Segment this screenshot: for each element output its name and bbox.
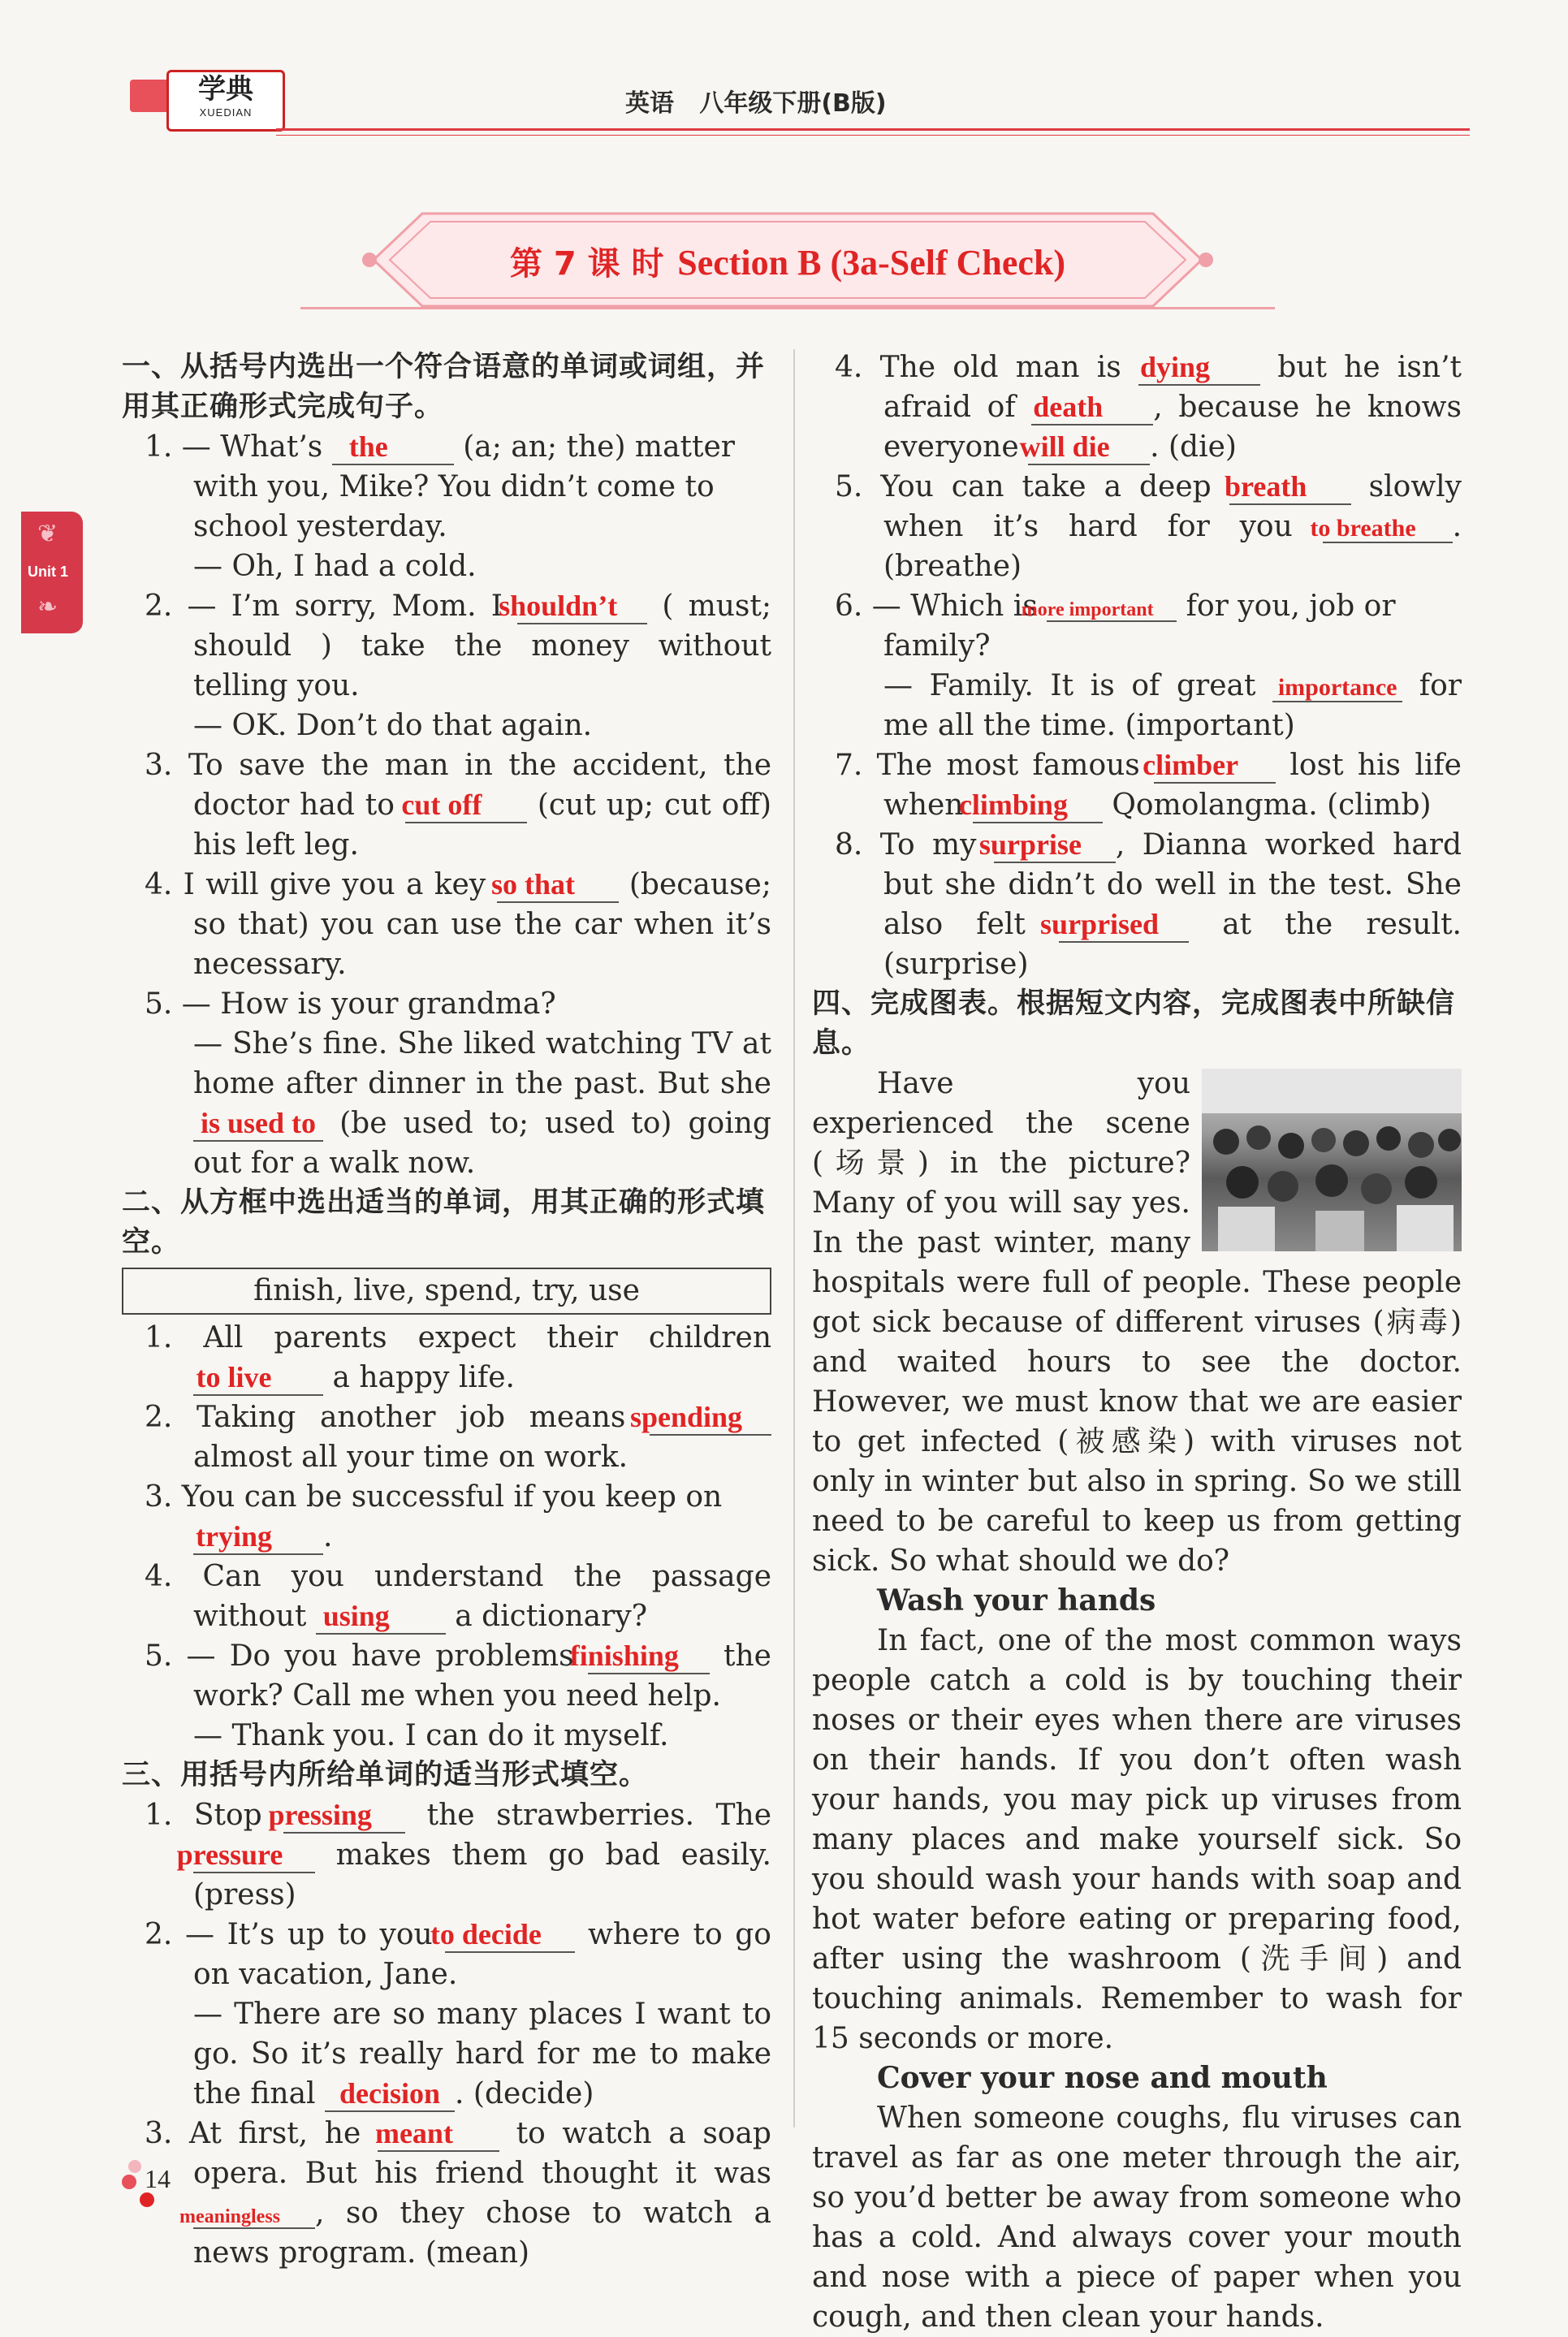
s1-q5-answer: is used to [193, 1108, 323, 1142]
s2-q1-answer: to live [193, 1362, 323, 1396]
s1-q4: 4. I will give you a key so that (because; so that) you can use the car when it’s necessary. [145, 868, 771, 981]
s1-q1-answer: the [332, 431, 454, 465]
s3-q2-answer-1: to decide [445, 1919, 575, 1953]
crowd-illustration [1202, 1069, 1462, 1251]
subject: 英语 [625, 89, 674, 118]
unit-label: Unit 1 [28, 564, 69, 580]
s1-q3-answer: cut off [405, 789, 527, 823]
s2-q3: 3. You can be successful if you keep on trying . [145, 1480, 723, 1553]
s3-q3-answer-1: meant [378, 2118, 499, 2152]
header-title [625, 83, 887, 119]
s2-q2: 2. Taking another job means spending almost all your time on work. [122, 1397, 771, 1477]
logo [166, 70, 285, 132]
s2-q1: 1. All parents expect their children to live a happy life. [145, 1321, 771, 1394]
s3-q5: 5. You can take a deep breath slowly when it’s hard for you to breathe . (breathe) [835, 470, 1462, 583]
s3-q6-reply: — Family. It is of great importance for me all the time. (important) [883, 669, 1462, 742]
unit-side-tab [21, 512, 83, 633]
header [122, 65, 1470, 146]
left-column [122, 348, 771, 2273]
s3-q4-answer-2: death [1031, 391, 1153, 425]
s2-q3-answer: trying [193, 1521, 323, 1555]
s1-q5: 5. — How is your grandma? [145, 987, 556, 1021]
logo-en: XUEDIAN [199, 106, 253, 119]
s3-q7-answer-1: climber [1154, 749, 1276, 784]
page-number: 14 [145, 2164, 171, 2193]
s2-q5-answer: finishing [588, 1640, 710, 1674]
section-3-heading: 三、用括号内所给单词的适当形式填空。 [122, 1759, 649, 1791]
s3-q6-answer-2: importance [1272, 674, 1402, 702]
s3-q6-answer-1: more important [1047, 599, 1177, 622]
s3-q2-answer-2: decision [325, 2078, 455, 2112]
s3-q4-answer-3: will die [1028, 431, 1150, 465]
s1-q2-answer: shouldn’t [517, 590, 647, 624]
s1-q2-reply: — OK. Don’t do that again. [193, 709, 593, 742]
header-rule-thin [276, 135, 1470, 136]
s1-q2: 2. — I’m sorry, Mom. I shouldn’t ( must; should ) take the money without telling you. [145, 590, 771, 702]
subheading-wash-hands: Wash your hands [877, 1583, 1156, 1618]
s2-q5-reply: — Thank you. I can do it myself. [193, 1719, 669, 1752]
s3-q4: 4. The old man is dying but he isn’t afraid of death , because he knows everyone will die . (die) [835, 351, 1462, 464]
s1-q5-reply: — She’s fine. She liked watching TV at home after dinner in the past. But she is used to (be used to; used to) going out for a walk now. [193, 1027, 771, 1180]
s3-q5-answer-1: breath [1229, 471, 1351, 505]
s3-q1: 1. Stop pressing the strawberries. The pressure makes them go bad easily. (press) [145, 1799, 772, 1912]
s1-q1: 1. — What’s the (a; an; the) matter with you, Mike? You didn’t come to school yesterday. [145, 430, 735, 543]
hospital-photo [1202, 1069, 1462, 1251]
s3-q5-answer-2: to breathe [1323, 515, 1453, 543]
subheading-cover-nose: Cover your nose and mouth [877, 2061, 1328, 2095]
s3-q7-answer-2: climbing [973, 789, 1103, 823]
s3-q4-answer-1: dying [1138, 352, 1260, 386]
s1-q3: 3. To save the man in the accident, the doctor had to cut off (cut up; cut off) his left leg. [145, 749, 772, 862]
passage-paragraph-1: Have you experienced the scene (场景) in the picture? Many of you will say yes. In the past winter, many hospitals were full of people. These people got sick because of different viruses (病毒) and waited hours to see the doctor. However, we must know that we are easier to get infected (被感染) with viruses not only in winter but also in spring. So we still need to be careful to keep us from getting sick. So what should we do? [812, 1067, 1462, 1578]
s2-q4: 4. Can you understand the passage without using a dictionary? [145, 1560, 771, 1633]
s3-q8: 8. To my surprise , Dianna worked hard but she didn’t do well in the test. She also felt surprised at the result. (surprise) [835, 828, 1462, 981]
column-divider [793, 349, 795, 2127]
section-2-heading: 二、从方框中选出适当的单词，用其正确的形式填空。 [122, 1186, 766, 1259]
s3-q2-reply: — There are so many places I want to go. So it’s really hard for me to make the final decision . (decide) [193, 1998, 771, 2110]
wing-icon: ❦ [37, 520, 58, 548]
section-4-heading: 四、完成图表。根据短文内容，完成图表中所缺信息。 [812, 987, 1456, 1060]
lesson-number: 第 7 课 时 [509, 245, 664, 283]
word-box: finish, live, spend, try, use [122, 1268, 771, 1315]
banner-underline [300, 307, 1275, 309]
s3-q8-answer-1: surprise [994, 829, 1116, 863]
right-column [812, 348, 1462, 2337]
s3-q3-answer-2: meaningless [193, 2206, 315, 2229]
passage-paragraph-2: In fact, one of the most common ways people catch a cold is by touching their noses or their eyes when there are viruses on their hands. If you don’t often wash your hands, you may pick up viruses from many places and make yourself sick. So you should wash your hands with soap and hot water before eating or preparing food, after using the washroom (洗手间) and touching animals. Remember to wash for 15 seconds or more. [812, 1624, 1462, 2055]
s2-q5: 5. — Do you have problems finishing the work? Call me when you need help. [145, 1639, 771, 1713]
s3-q7: 7. The most famous climber lost his life when climbing Qomolangma. (climb) [835, 749, 1462, 822]
header-rule [276, 128, 1470, 131]
s3-q3: 3. At first, he meant to watch a soap opera. But his friend thought it was meaningless , so they chose to watch a news program. (mean) [145, 2117, 771, 2270]
lesson-banner [300, 207, 1275, 313]
swirl-icon: ❧ [37, 593, 58, 621]
lesson-section: Section B (3a-Self Check) [677, 243, 1066, 283]
s3-q6: 6. — Which is more important for you, job or family? [835, 590, 1396, 663]
s1-q4-answer: so that [497, 869, 619, 903]
s3-q2: 2. — It’s up to you to decide where to go on vacation, Jane. [145, 1918, 771, 1991]
s3-q8-answer-2: surprised [1059, 909, 1189, 943]
s1-q1-reply: — Oh, I had a cold. [193, 550, 477, 583]
s2-q2-answer: spending [650, 1402, 771, 1436]
section-1-heading: 一、从括号内选出一个符合语意的单词或词组，并用其正确形式完成句子。 [122, 351, 766, 423]
logo-cn: 学典 [198, 73, 253, 106]
s2-q4-answer: using [316, 1600, 446, 1635]
s3-q1-answer-2: pressure [193, 1839, 315, 1873]
grade: 八年级下册(B版) [699, 89, 887, 118]
passage-paragraph-3: When someone coughs, flu viruses can travel as far as one meter through the air, so you’d better be away from someone who has a cold. And always cover your mouth and nose with a piece of paper when you cough, and then clean your hands. [812, 2102, 1462, 2334]
lesson-title [300, 238, 1275, 284]
s3-q1-answer-1: pressing [283, 1799, 405, 1834]
